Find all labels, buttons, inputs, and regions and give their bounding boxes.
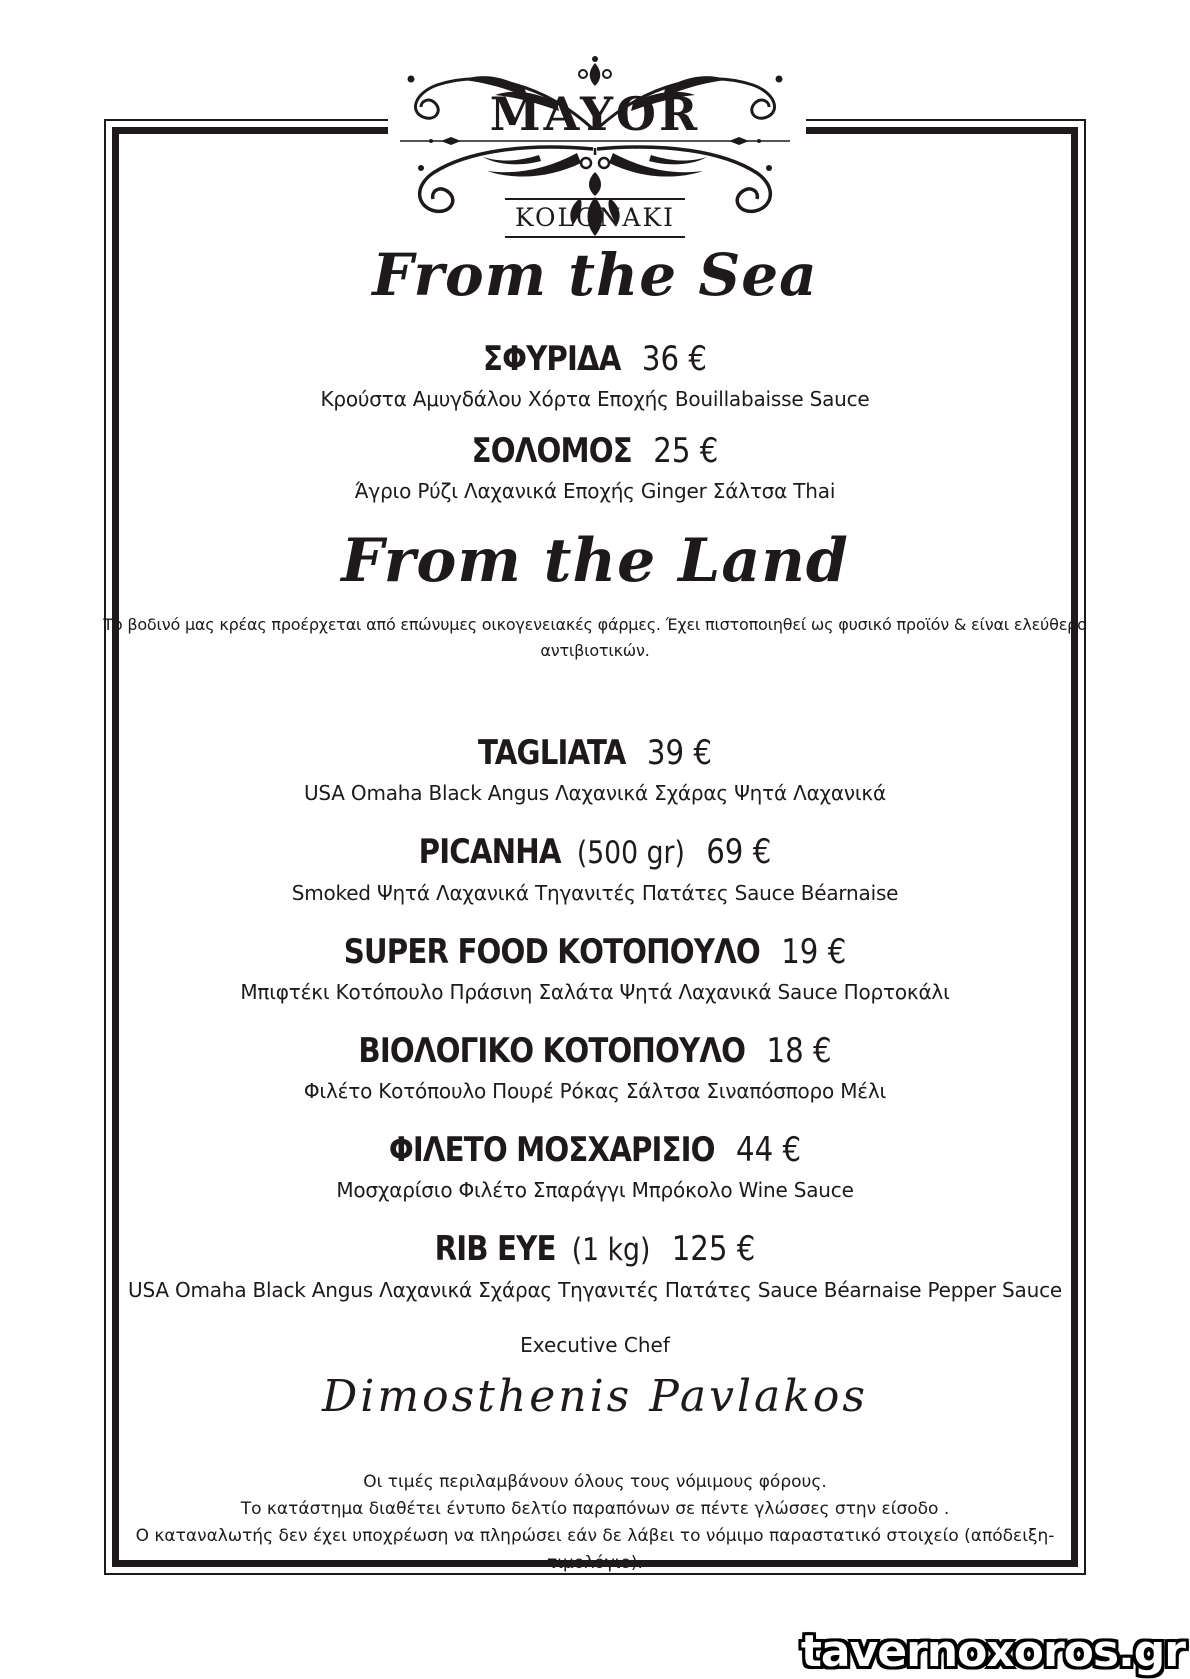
- item-description: USA Omaha Black Angus Λαχανικά Σχάρας Ψητά Λαχανικά: [303, 781, 887, 805]
- item-heading: [187, 340, 1004, 378]
- section-title-land: From the Land: [341, 526, 849, 596]
- menu-section-sea: [120, 240, 1070, 504]
- item-price: 19 €: [781, 932, 847, 972]
- site-watermark: tavernoxoros.gr: [800, 1626, 1185, 1677]
- item-name: ΒΙΟΛΟΓΙΚΟ ΚΟΤΟΠΟΥΛΟ: [358, 1031, 746, 1071]
- item-name: TAGLIATA: [477, 733, 626, 773]
- item-description: Άγριο Ρύζι Λαχανικά Εποχής Ginger Σάλτσα Thai: [354, 479, 836, 503]
- item-heading: [187, 1131, 1004, 1169]
- menu-item: [120, 340, 1070, 412]
- item-heading: [187, 933, 1004, 971]
- legal-notes: [120, 1469, 1070, 1577]
- chef-block: [120, 1333, 1070, 1424]
- item-name: PICANHA: [418, 832, 561, 872]
- menu-content: [103, 240, 1087, 1577]
- legal-line: Το κατάστημα διαθέτει έντυπο δελτίο παραπόνων σε πέντε γλώσσες στην είσοδο .: [240, 1499, 950, 1519]
- item-heading: [187, 1032, 1004, 1070]
- section-note: Το βοδινό μας κρέας προέρχεται από επώνυμες οικογενειακές φάρμες. Έχει πιστοποιηθεί ως φυσικό προϊόν & είναι ελεύθερο αντιβιοτικών.: [103, 615, 1087, 660]
- item-price: 36 €: [641, 339, 708, 379]
- item-price: 125 €: [671, 1229, 756, 1269]
- legal-line: Οι τιμές περιλαμβάνουν όλους τους νόμιμους φόρους.: [363, 1472, 827, 1492]
- item-price: 44 €: [736, 1130, 802, 1170]
- item-heading: [187, 432, 1004, 470]
- item-price: 69 €: [706, 832, 772, 872]
- menu-item: [120, 1230, 1070, 1303]
- item-heading: [187, 1230, 1004, 1269]
- menu-item: [120, 1131, 1070, 1203]
- item-description: Μπιφτέκι Κοτόπουλο Πράσινη Σαλάτα Ψητά Λαχανικά Sauce Πορτοκάλι: [240, 980, 950, 1004]
- item-heading: [187, 734, 1004, 772]
- item-description: Φιλέτο Κοτόπουλο Πουρέ Ρόκας Σάλτσα Σιναπόσπορο Μέλι: [303, 1079, 887, 1103]
- item-description: Smoked Ψητά Λαχανικά Τηγανιτές Πατάτες Sauce Béarnaise: [291, 881, 899, 905]
- menu-item: [120, 1032, 1070, 1104]
- brand-location: KOLONAKI: [505, 198, 685, 238]
- item-price: 25 €: [653, 431, 719, 471]
- brand-name: MAYOR: [489, 87, 701, 141]
- item-description: Κρούστα Αμυγδάλου Χόρτα Εποχής Bouillabaisse Sauce: [320, 387, 870, 411]
- item-heading: [187, 833, 1004, 872]
- chef-title: Executive Chef: [520, 1333, 670, 1357]
- item-price: 18 €: [766, 1031, 832, 1071]
- menu-item: [120, 432, 1070, 504]
- item-description: USA Omaha Black Angus Λαχανικά Σχάρας Τηγανιτές Πατάτες Sauce Béarnaise Pepper Sauce: [128, 1278, 1062, 1302]
- item-description: Μοσχαρίσιο Φιλέτο Σπαράγγι Μπρόκολο Wine Sauce: [336, 1178, 854, 1202]
- restaurant-logo: [365, 55, 825, 240]
- menu-item: [120, 833, 1070, 906]
- menu-item: [120, 933, 1070, 1005]
- item-name: ΦΙΛΕΤΟ ΜΟΣΧΑΡΙΣΙΟ: [388, 1130, 715, 1170]
- item-name: RIB EYE: [434, 1229, 556, 1269]
- item-portion: (500 gr): [576, 835, 685, 871]
- section-title-sea: From the Sea: [372, 241, 818, 309]
- chef-signature: Dimosthenis Pavlakos: [322, 1371, 868, 1422]
- menu-section-land: [103, 524, 1087, 1303]
- legal-line: Ο καταναλωτής δεν έχει υποχρέωση να πληρώσει εάν δε λάβει το νόμιμο παραστατικό στοιχείο (απόδειξη-τιμολόγιο).: [135, 1526, 1055, 1573]
- item-name: SUPER FOOD ΚΟΤΟΠΟΥΛΟ: [343, 932, 760, 972]
- item-portion: (1 kg): [571, 1232, 651, 1268]
- item-name: ΣΦΥΡΙΔΑ: [482, 339, 621, 379]
- menu-item: [120, 734, 1070, 806]
- item-price: 39 €: [646, 733, 713, 773]
- item-name: ΣΟΛΟΜΟΣ: [471, 431, 632, 471]
